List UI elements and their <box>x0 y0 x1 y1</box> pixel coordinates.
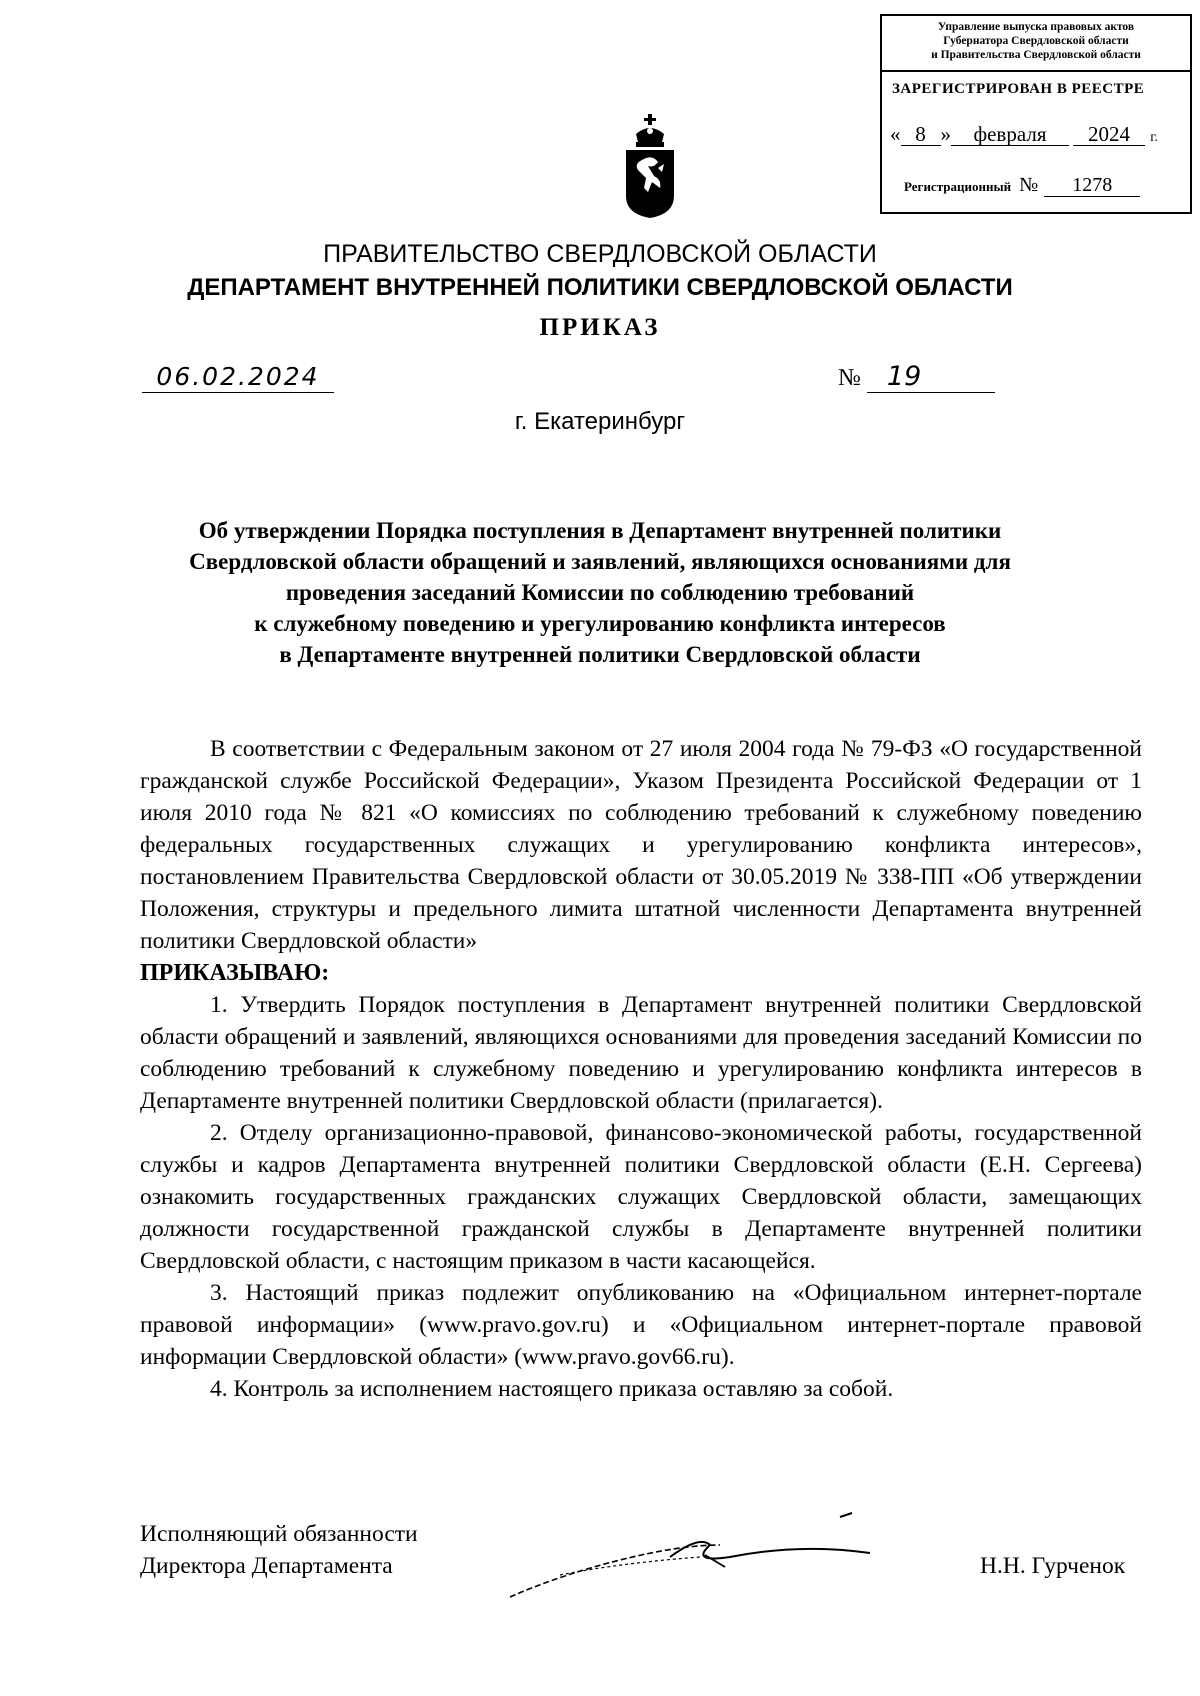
department-name: ДЕПАРТАМЕНТ ВНУТРЕННЕЙ ПОЛИТИКИ СВЕРДЛОВСКОЙ ОБЛАСТИ <box>187 274 1013 301</box>
stamp-header-line: и Правительства Свердловской области <box>931 49 1141 61</box>
stamp-date-quote-open: « <box>890 122 901 146</box>
coat-of-arms-icon <box>622 112 678 220</box>
registration-stamp <box>880 14 1192 214</box>
signatory-position-line: Директора Департамента <box>140 1553 393 1579</box>
order-number-value: 19 <box>867 362 995 393</box>
document-body <box>140 733 1142 1405</box>
title-line: Свердловской области обращений и заявлений, являющихся основаниями для <box>189 549 1011 574</box>
stamp-date-month: февраля <box>951 123 1069 146</box>
stamp-title: ЗАРЕГИСТРИРОВАН В РЕЕСТРЕ <box>892 81 1145 97</box>
signatory-position-line: Исполняющий обязанности <box>140 1521 418 1547</box>
order-item: 4. Контроль за исполнением настоящего приказа оставляю за собой. <box>210 1376 894 1402</box>
stamp-date-year: 2024 <box>1073 123 1145 146</box>
preamble-paragraph: В соответствии с Федеральным законом от 27 июля 2004 года № 79-ФЗ «О государственной гражданской службе Российской Федерации», Указом Президента Российской Федерации от 1 июля 2010 года № 821 «О комиссиях по соблюдению требований к служебному поведению федеральных государственных служащих и урегулированию конфликта интересов», постановлением Правительства Свердловской области от 30.05.2019 № 338-ПП «Об утверждении Положения, структуры и предельного лимита штатной численности Департамента внутренней политики Свердловской области» <box>140 736 1142 954</box>
order-no-sign: № <box>838 365 861 391</box>
order-number <box>838 362 995 393</box>
document-type: ПРИКАЗ <box>539 314 661 341</box>
title-line: к служебному поведению и урегулированию конфликта интересов <box>254 611 946 636</box>
signatory-position <box>140 1518 418 1582</box>
stamp-header-line: Управление выпуска правовых актов <box>937 21 1135 33</box>
stamp-date-quote-close: » <box>940 122 951 146</box>
stamp-reg-number: 1278 <box>1044 174 1140 197</box>
document-title <box>140 515 1060 670</box>
title-line: Об утверждении Порядка поступления в Департамент внутренней политики <box>198 518 1002 543</box>
order-item: 2. Отделу организационно-правовой, финансово-экономической работы, государственной службы и кадров Департамента внутренней политики Свердловской области (Е.Н. Сергеева) ознакомить государственных гражданских служащих Свердловской области, замещающих должности государственной гражданской службы в Департаменте внутренней политики Свердловской области, с настоящим приказом в части касающейся. <box>140 1120 1142 1274</box>
city: г. Екатеринбург <box>514 408 686 435</box>
handwritten-signature <box>500 1505 900 1615</box>
stamp-header <box>882 16 1190 72</box>
order-word: ПРИКАЗЫВАЮ: <box>140 960 330 986</box>
order-date: 06.02.2024 <box>142 362 334 393</box>
title-line: в Департаменте внутренней политики Свердловской области <box>279 642 921 667</box>
stamp-registration-number <box>904 174 1140 197</box>
stamp-reg-no-sign: № <box>1019 174 1039 196</box>
stamp-date <box>890 122 1158 147</box>
order-item: 3. Настоящий приказ подлежит опубликованию на «Официальном интернет-портале правовой информации» (www.pravo.gov.ru) и «Официальном интернет-портале правовой информации Свердловской области» (www.pravo.gov66.ru). <box>140 1280 1142 1370</box>
title-line: проведения заседаний Комиссии по соблюдению требований <box>285 580 915 605</box>
government-name: ПРАВИТЕЛЬСТВО СВЕРДЛОВСКОЙ ОБЛАСТИ <box>323 240 877 268</box>
order-item: 1. Утвердить Порядок поступления в Департамент внутренней политики Свердловской области обращений и заявлений, являющихся основаниями для проведения заседаний Комиссии по соблюдению требований к служебному поведению и урегулированию конфликта интересов в Департаменте внутренней политики Свердловской области (прилагается). <box>140 992 1142 1114</box>
signatory-name: Н.Н. Гурченок <box>980 1553 1126 1579</box>
stamp-header-line: Губернатора Свердловской области <box>943 35 1129 47</box>
stamp-reg-label: Регистрационный <box>904 179 1012 194</box>
stamp-date-year-suffix: г. <box>1150 130 1158 145</box>
stamp-date-day: 8 <box>901 123 941 146</box>
